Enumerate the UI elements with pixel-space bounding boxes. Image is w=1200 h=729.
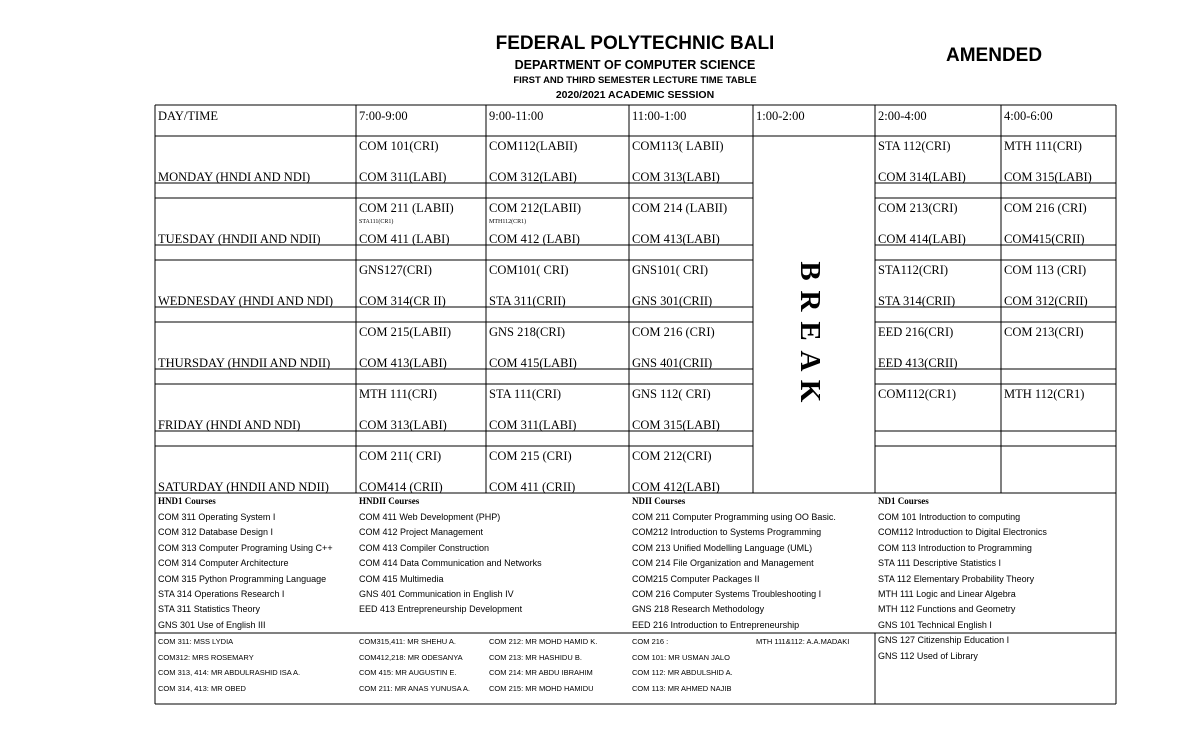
slot-bottom: COM 415(LABI) <box>489 356 577 370</box>
slot-note: MTH112(CR1) <box>489 219 527 225</box>
slot-bottom: STA 311(CRII) <box>489 294 566 308</box>
legend-course: STA 311 Statistics Theory <box>158 604 261 615</box>
column-header: 11:00-1:00 <box>632 109 687 123</box>
slot-top: STA112(CRI) <box>878 263 949 277</box>
slot-bottom: EED 413(CRII) <box>878 356 958 370</box>
legend-course: COM 214 File Organization and Management <box>632 558 814 569</box>
slot-bottom: COM 311(LABI) <box>359 170 447 184</box>
day-label: SATURDAY (HNDII AND NDII) <box>158 480 329 494</box>
legend-heading: HNDII Courses <box>359 496 420 506</box>
legend-course: COM 213 Unified Modelling Language (UML) <box>632 542 813 553</box>
lecturer-assignment: COM 112: MR ABDULSHID A. <box>632 668 733 677</box>
column-header: 9:00-11:00 <box>489 109 544 123</box>
lecturer-assignment: MTH 111&112: A.A.MADAKI <box>756 637 850 646</box>
legend-course: COM 216 Computer Systems Troubleshooting I <box>632 589 822 599</box>
legend-heading: ND1 Courses <box>878 496 929 506</box>
slot-bottom: COM 315(LABI) <box>632 418 720 432</box>
slot-top: COM112(CR1) <box>878 387 957 401</box>
department-title: DEPARTMENT OF COMPUTER SCIENCE <box>514 58 756 72</box>
legend-heading: NDII Courses <box>632 496 686 506</box>
break-letter: E <box>794 321 826 341</box>
legend-heading: HND1 Courses <box>158 496 216 506</box>
legend-course: COM 314 Computer Architecture <box>158 558 289 569</box>
legend-course: COM 413 Compiler Construction <box>359 542 490 553</box>
day-label: THURSDAY (HNDII AND NDII) <box>158 356 331 370</box>
lecturer-assignment: COM 311: MSS LYDIA <box>158 637 234 646</box>
slot-bottom: COM 413(LABI) <box>359 356 447 370</box>
slot-top: COM113( LABII) <box>632 139 724 153</box>
slot-top: MTH 111(CRI) <box>1004 139 1082 153</box>
slot-bottom: COM 414(LABI) <box>878 232 966 246</box>
column-header: 4:00-6:00 <box>1004 109 1053 123</box>
lecturer-assignment: COM 113: MR AHMED NAJIB <box>632 683 732 693</box>
legend-course: COM 412 Project Management <box>359 527 484 538</box>
legend-course: MTH 111 Logic and Linear Algebra <box>878 589 1016 599</box>
legend-course: COM212 Introduction to Systems Programming <box>632 527 822 538</box>
slot-top: GNS127(CRI) <box>359 263 432 277</box>
legend-course: GNS 127 Citizenship Education I <box>878 635 1010 646</box>
column-header: 2:00-4:00 <box>878 109 927 123</box>
break-letter: B <box>794 261 826 281</box>
day-label: FRIDAY (HNDI AND NDI) <box>158 418 301 432</box>
lecturer-assignment: COM412,218: MR ODESANYA <box>359 652 463 662</box>
slot-top: COM 211( CRI) <box>359 449 442 463</box>
legend-course: GNS 218 Research Methodology <box>632 604 765 615</box>
slot-bottom: GNS 301(CRII) <box>632 294 713 308</box>
day-label: MONDAY (HNDI AND NDI) <box>158 170 311 184</box>
slot-bottom: COM 411 (CRII) <box>489 480 576 494</box>
slot-note: STA111(CR1) <box>359 219 394 225</box>
legend-course: COM 311 Operating System I <box>158 512 276 522</box>
slot-bottom: COM 412 (LABI) <box>489 232 580 246</box>
slot-top: STA 112(CRI) <box>878 139 951 153</box>
slot-top: COM 101(CRI) <box>359 139 439 153</box>
lecturer-assignment: COM 212: MR MOHD HAMID K. <box>489 637 598 646</box>
slot-bottom: COM 312(CRII) <box>1004 294 1088 308</box>
slot-top: COM 213(CRI) <box>1004 325 1084 339</box>
amended-label: AMENDED <box>946 45 1043 66</box>
legend-course: COM 415 Multimedia <box>359 573 444 584</box>
slot-top: MTH 111(CRI) <box>359 387 437 401</box>
legend-course: COM 411 Web Development (PHP) <box>359 512 501 522</box>
slot-bottom: GNS 401(CRII) <box>632 356 713 370</box>
slot-top: GNS 218(CRI) <box>489 325 566 339</box>
slot-top: GNS101( CRI) <box>632 263 709 277</box>
legend-course: GNS 301 Use of English III <box>158 619 266 630</box>
slot-top: COM 211 (LABII) <box>359 201 454 215</box>
slot-bottom: COM 314(LABI) <box>878 170 966 184</box>
legend-course: COM215 Computer Packages II <box>632 573 760 584</box>
slot-top: COM 216 (CRI) <box>632 325 715 339</box>
slot-bottom: STA 314(CRII) <box>878 294 956 308</box>
slot-bottom: COM 313(LABI) <box>359 418 447 432</box>
slot-bottom: COM 312(LABI) <box>489 170 577 184</box>
slot-top: COM 214 (LABII) <box>632 201 728 215</box>
academic-session: 2020/2021 ACADEMIC SESSION <box>555 89 715 101</box>
legend-course: GNS 101 Technical English I <box>878 619 992 630</box>
legend-course: MTH 112 Functions and Geometry <box>878 604 1016 615</box>
timetable-subtitle: FIRST AND THIRD SEMESTER LECTURE TIME TABLE <box>513 75 757 86</box>
column-header: 1:00-2:00 <box>756 109 805 123</box>
lecturer-assignment: COM315,411: MR SHEHU A. <box>359 637 456 646</box>
legend-course: COM 414 Data Communication and Networks <box>359 558 542 569</box>
legend-course: COM 313 Computer Programing Using C++ <box>158 542 333 553</box>
legend-course: COM 312 Database Design I <box>158 527 274 538</box>
break-label <box>790 256 830 406</box>
slot-bottom: COM 314(CR II) <box>359 294 446 308</box>
column-header: 7:00-9:00 <box>359 109 408 123</box>
lecturer-assignment: COM 214: MR ABDU IBRAHIM <box>489 668 593 677</box>
lecturer-assignment: COM 314, 413: MR OBED <box>158 683 246 693</box>
slot-top: COM 215 (CRI) <box>489 449 572 463</box>
legend-course: COM112 Introduction to Digital Electronics <box>878 527 1047 538</box>
slot-bottom: COM 315(LABI) <box>1004 170 1092 184</box>
break-letter: R <box>794 290 826 312</box>
slot-top: COM 216 (CRI) <box>1004 201 1087 215</box>
slot-top: COM 113 (CRI) <box>1004 263 1087 277</box>
slot-top: COM 215(LABII) <box>359 325 452 339</box>
slot-top: COM101( CRI) <box>489 263 569 277</box>
break-letter: K <box>794 379 826 403</box>
slot-top: COM 213(CRI) <box>878 201 958 215</box>
legend-course: COM 101 Introduction to computing <box>878 512 1021 522</box>
slot-bottom: COM 311(LABI) <box>489 418 577 432</box>
slot-top: COM 212(CRI) <box>632 449 712 463</box>
lecturer-assignment: COM 101: MR USMAN JALO <box>632 652 730 662</box>
legend-course: EED 216 Introduction to Entrepreneurship <box>632 619 800 630</box>
institution-title: FEDERAL POLYTECHNIC BALI <box>495 33 775 54</box>
legend-course: STA 112 Elementary Probability Theory <box>878 573 1035 584</box>
legend-course: STA 314 Operations Research I <box>158 589 285 599</box>
slot-top: MTH 112(CR1) <box>1004 387 1085 401</box>
slot-bottom: COM 413(LABI) <box>632 232 720 246</box>
break-letter: A <box>794 350 826 372</box>
lecturer-assignment: COM 216 : <box>632 637 669 646</box>
legend-course: EED 413 Entrepreneurship Development <box>359 604 523 615</box>
slot-bottom: COM414 (CRII) <box>359 480 443 494</box>
legend-course: STA 111 Descriptive Statistics I <box>878 558 1002 569</box>
legend-course: GNS 112 Used of Library <box>878 650 978 661</box>
lecturer-assignment: COM 213: MR HASHIDU B. <box>489 652 582 662</box>
legend-course: COM 113 Introduction to Programming <box>878 542 1032 553</box>
slot-bottom: COM415(CRII) <box>1004 232 1085 246</box>
lecturer-assignment: COM 211: MR ANAS YUNUSA A. <box>359 683 471 693</box>
lecturer-assignment: COM312: MRS ROSEMARY <box>158 652 254 662</box>
slot-top: COM 212(LABII) <box>489 201 582 215</box>
slot-bottom: COM 412(LABI) <box>632 480 720 494</box>
lecturer-assignment: COM 215: MR MOHD HAMIDU <box>489 683 594 693</box>
slot-bottom: COM 411 (LABI) <box>359 232 450 246</box>
day-label: WEDNESDAY (HNDI AND NDI) <box>158 294 334 308</box>
lecturer-assignment: COM 415: MR AUGUSTIN E. <box>359 668 457 677</box>
legend-course: COM 315 Python Programming Language <box>158 573 327 584</box>
legend-course: GNS 401 Communication in English IV <box>359 589 514 599</box>
slot-top: EED 216(CRI) <box>878 325 954 339</box>
legend-course: COM 211 Computer Programming using OO Basic. <box>632 512 836 522</box>
lecturer-assignment: COM 313, 414: MR ABDULRASHID ISA A. <box>158 668 301 677</box>
slot-top: STA 111(CRI) <box>489 387 562 401</box>
slot-top: GNS 112( CRI) <box>632 387 711 401</box>
slot-top: COM112(LABII) <box>489 139 578 153</box>
day-label: TUESDAY (HNDII AND NDII) <box>158 232 321 246</box>
slot-bottom: COM 313(LABI) <box>632 170 720 184</box>
column-header: DAY/TIME <box>158 109 218 123</box>
